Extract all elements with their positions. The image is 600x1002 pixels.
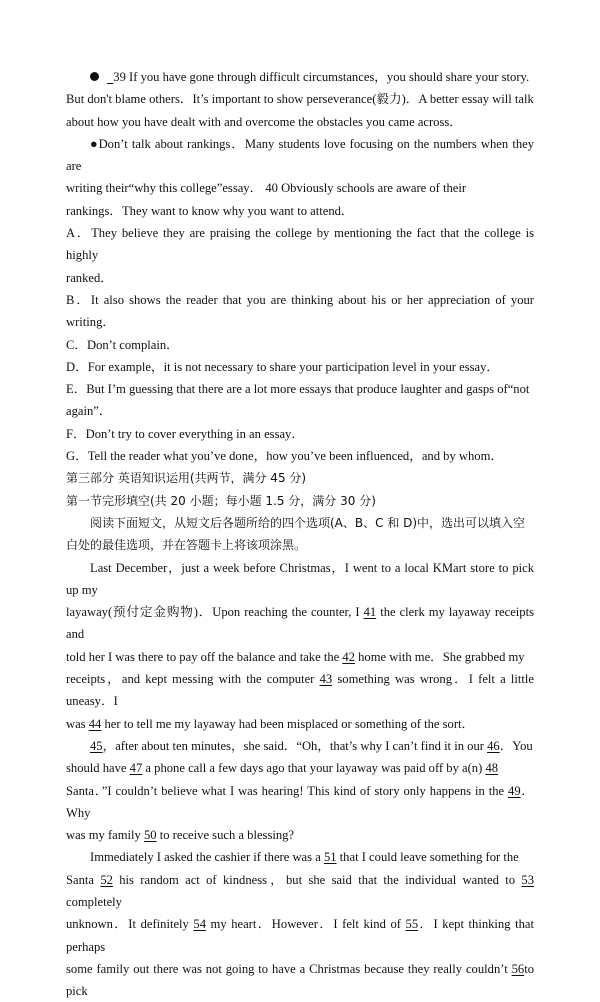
blank-44: 44 — [88, 716, 102, 731]
bullet-icon — [90, 72, 99, 81]
blank-54: 54 — [193, 917, 206, 932]
blank-42: 42 — [342, 649, 355, 664]
blank-41: 41 — [363, 605, 377, 620]
rankings-line-2: writing their“why this college”essay． 40 Obviously schools are aware of their — [66, 181, 467, 196]
story-line-7b: a phone call a few days ago that your layaway was paid off by a(n) — [142, 761, 486, 776]
rankings-line-3: rankings．They want to know why you want to attend． — [66, 203, 354, 218]
blank-49: 49 — [508, 783, 521, 798]
story-line-3: told her I was there to pay off the balance and take the — [66, 649, 343, 664]
option-b: B．It also shows the reader that you are thinking about his or her appreciation of your writing． — [66, 292, 534, 330]
story-line-9: was my family — [66, 828, 144, 843]
story-line-4b: something was wrong．I felt a little uneasy．I — [66, 672, 534, 709]
story-line-10b: that I could leave something for the — [336, 850, 519, 865]
options-list — [66, 222, 534, 467]
blank-47: 47 — [129, 761, 143, 776]
option-e-line-1: E．But I’m guessing that there are a lot more essays that produce laughter and gasps of“not — [66, 382, 530, 397]
story-line-12b: my heart．However．I felt kind of — [205, 917, 406, 932]
blank-56: 56 — [511, 961, 525, 976]
blank-46: 46 — [487, 738, 500, 753]
story-line-7: should have — [66, 761, 130, 776]
story-line-12c: ．I kept thinking that perhaps — [66, 917, 534, 954]
intro-line-1: 39 If you have gone through difficult circumstances，you should share your story. — [113, 70, 530, 84]
blank-50: 50 — [144, 828, 157, 843]
story-line-3b: home with me．She grabbed my — [354, 649, 525, 664]
blank-43: 43 — [319, 672, 333, 687]
story-line-13: some family out there was not going to have a Christmas because they really couldn’t — [66, 961, 512, 976]
story-paragraph-3 — [66, 846, 534, 1002]
story-line-6b: ．You — [499, 738, 533, 753]
option-e-line-2: again”． — [66, 404, 112, 419]
rankings-paragraph — [66, 133, 534, 222]
story-line-5: was — [66, 716, 89, 731]
blank-55: 55 — [405, 917, 419, 932]
instruction-line-2: 白处的最佳选项，并在答题卡上将该项涂黑。 — [66, 538, 307, 553]
intro-paragraph — [66, 66, 534, 133]
story-line-10: Immediately I asked the cashier if there was a — [90, 850, 324, 865]
option-f: F．Don’t try to cover everything in an essay． — [66, 426, 304, 441]
story-paragraph-1 — [66, 557, 534, 735]
blank-53: 53 — [521, 872, 534, 887]
instructions — [66, 512, 534, 557]
story-line-1: Last December，just a week before Christmas，I went to a local KMart store to pick up my — [66, 560, 534, 597]
story-line-11: Santa — [66, 872, 101, 887]
option-c: C．Don’t complain． — [66, 337, 179, 352]
option-a-line-1: A．They believe they are praising the college by mentioning the fact that the college is highly — [66, 226, 534, 263]
story-line-9b: to receive such a blessing? — [156, 828, 295, 843]
story-line-12: unknown．It definitely — [66, 917, 194, 932]
story-line-8b: ．Why — [66, 783, 535, 820]
blank-51: 51 — [323, 850, 337, 865]
story-line-2b: the clerk my layaway receipts and — [66, 605, 534, 642]
part-3-title: 第三部分 英语知识运用(共两节，满分 45 分) — [66, 471, 307, 486]
story-line-6: ，after about ten minutes，she said．“Oh，that’s why I can’t find it in our — [102, 738, 488, 753]
blank-45: 45 — [90, 738, 103, 753]
instruction-line-1: 阅读下面短文，从短文后各题所给的四个选项(A、B、C 和 D)中，选出可以填入空 — [90, 515, 526, 530]
intro-line-2: But don't blame others．It’s important to show perseverance(毅力)．A better essay will talk — [66, 92, 534, 107]
story-line-2: layaway(预付定金购物)．Upon reaching the counter, I — [66, 605, 364, 620]
story-line-11c: completely — [66, 894, 122, 909]
story-line-11b: his random act of kindness，but she said that the individual wanted to — [112, 872, 522, 887]
option-a-line-2: ranked． — [66, 270, 113, 285]
option-d: D．For example，it is not necessary to share your participation level in your essay． — [66, 359, 499, 374]
story-line-13b: to pick — [66, 961, 534, 999]
section-1-title: 第一节完形填空(共 20 小题；每小题 1.5 分，满分 30 分) — [66, 493, 376, 508]
story-paragraph-2 — [66, 735, 534, 846]
blank-52: 52 — [100, 872, 113, 887]
section-heading — [66, 467, 534, 512]
option-g: G．Tell the reader what you’ve done，how you’ve been influenced，and by whom． — [66, 449, 503, 464]
document-page — [66, 66, 534, 1002]
story-line-5b: her to tell me my layaway had been misplaced or something of the sort． — [101, 716, 475, 731]
rankings-line-1: ●Don’t talk about rankings．Many students love focusing on the numbers when they are — [66, 136, 534, 174]
story-line-4: receipts，and kept messing with the computer — [66, 672, 320, 687]
intro-line-3: about how you have dealt with and overcome the obstacles you came across． — [66, 114, 462, 129]
blank-48: 48 — [485, 761, 499, 776]
story-line-8: Santa．”I couldn’t believe what I was hearing! This kind of story only happens in the — [66, 783, 509, 798]
